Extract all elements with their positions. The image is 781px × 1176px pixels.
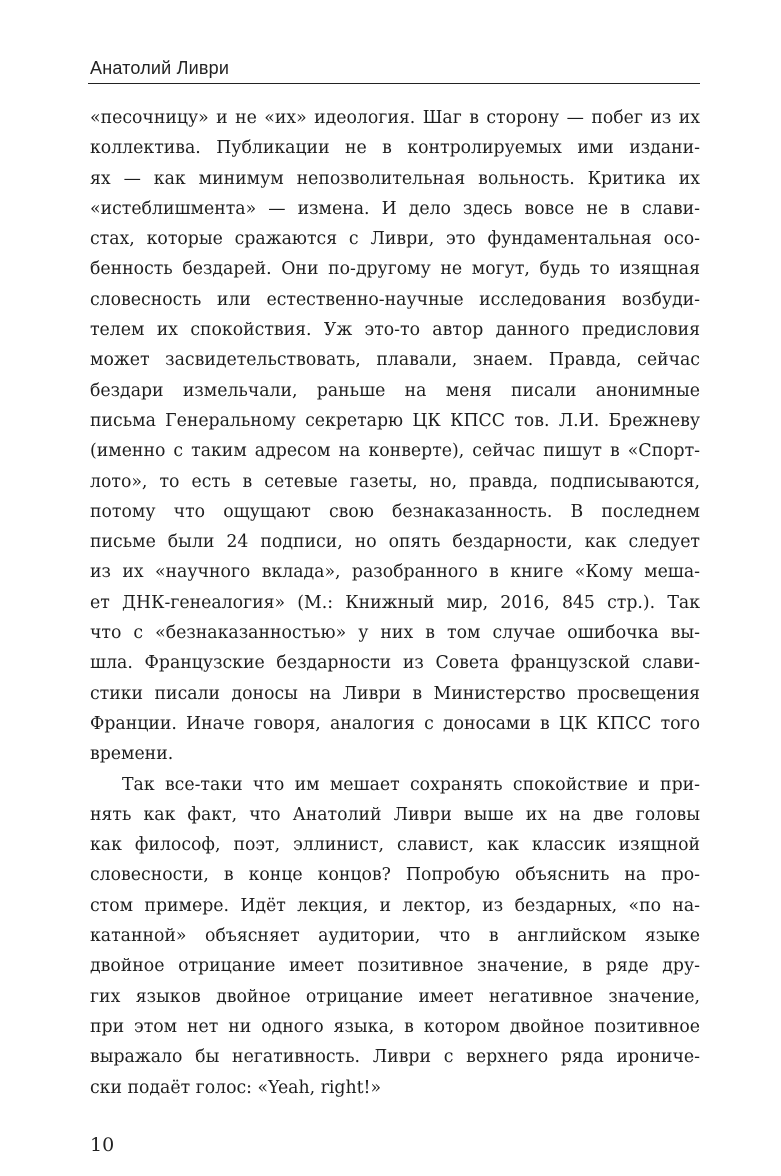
text-line: бездари измельчали, раньше на меня писали анонимные	[90, 380, 700, 401]
paragraph-1	[90, 103, 700, 770]
text-line: стом примере. Идёт лекция, и лектор, из бездарных, «по на-	[90, 895, 700, 916]
text-line: бенность бездарей. Они по-другому не могут, будь то изящная	[90, 259, 700, 280]
text-line: стики писали доносы на Ливри в Министерство просвещения	[90, 683, 700, 704]
text-line: может засвидетельствовать, плавали, знаем. Правда, сейчас	[90, 350, 700, 371]
text-line: ски подаёт голос: «Yeah, right!»	[90, 1077, 382, 1098]
text-line: ет ДНК-генеалогия» (М.: Книжный мир, 2016, 845 стр.). Так	[90, 592, 700, 613]
page-number: 10	[90, 1134, 115, 1156]
text-line: телем их спокойствия. Уж это-то автор данного предисловия	[90, 320, 700, 341]
text-line: времени.	[90, 744, 174, 765]
text-line: письме были 24 подписи, но опять бездарности, как следует	[90, 532, 700, 553]
header-rule	[88, 83, 700, 84]
text-line: «песочницу» и не «их» идеология. Шаг в сторону — побег из их	[90, 108, 700, 128]
text-line: при этом нет ни одного языка, в котором двойное позитивное	[90, 1016, 700, 1037]
text-line: гих языков двойное отрицание имеет негативное значение,	[90, 986, 700, 1007]
text-line: шла. Французские бездарности из Совета французской слави-	[90, 653, 700, 674]
text-line: выражало бы негативность. Ливри с верхнего ряда ирониче-	[90, 1047, 700, 1068]
text-line: «истеблишмента» — измена. И дело здесь вовсе не в слави-	[90, 198, 700, 219]
text-line: (именно с таким адресом на конверте), сейчас пишут в «Спорт-	[90, 441, 700, 462]
running-head-author: Анатолий Ливри	[90, 58, 230, 78]
text-line: лото», то есть в сетевые газеты, но, правда, подписываются,	[90, 471, 700, 492]
text-line: Франции. Иначе говоря, аналогия с доносами в ЦК КПСС того	[90, 713, 700, 734]
text-line: двойное отрицание имеет позитивное значение, в ряде дру-	[90, 956, 700, 977]
text-line: катанной» объясняет аудитории, что в английском языке	[90, 926, 700, 947]
text-line: стах, которые сражаются с Ливри, это фундаментальная осо-	[90, 229, 700, 250]
text-line: коллектива. Публикации не в контролируемых ими издани-	[90, 138, 700, 159]
text-line: из их «научного вклада», разобранного в книге «Кому меша-	[90, 562, 700, 583]
text-line: потому что ощущают свою безнаказанность. В последнем	[90, 501, 700, 522]
text-line: Так все-таки что им мешает сохранять спокойствие и при-	[122, 774, 700, 795]
text-line: словесность или естественно-научные исследования возбуди-	[90, 289, 700, 310]
paragraph-2	[90, 770, 700, 1103]
body-text	[90, 103, 700, 1103]
text-line: что с «безнаказанностью» у них в том случае ошибочка вы-	[90, 623, 700, 644]
text-line: письма Генеральному секретарю ЦК КПСС тов. Л.И. Брежневу	[90, 410, 700, 431]
text-line: словесности, в конце концов? Попробую объяснить на про-	[90, 865, 700, 886]
text-line: нять как факт, что Анатолий Ливри выше их на две головы	[90, 804, 700, 825]
text-line: ях — как минимум непозволительная вольность. Критика их	[90, 168, 700, 189]
text-line: как философ, поэт, эллинист, славист, как классик изящной	[90, 835, 700, 856]
